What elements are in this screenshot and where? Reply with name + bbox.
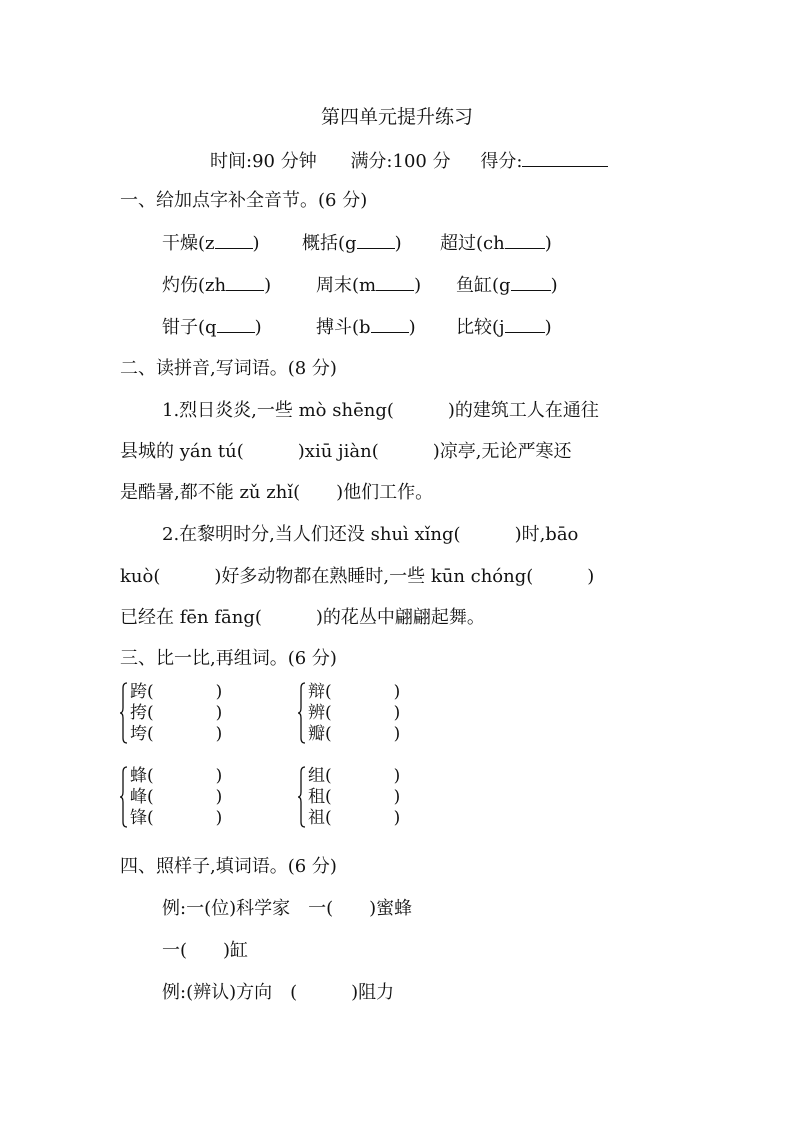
compare-char: 峰 [130,787,147,807]
paren-close: ) [394,233,402,254]
s2-line-2: 县城的 yán tú( )xiū jiàn( )凉亭,无论严寒还 [120,441,572,462]
compare-char: 瓣 [308,724,325,744]
compare-char: 垮 [130,724,147,744]
pinyin-hint: g [499,275,511,296]
compare-row [308,766,405,787]
compare-char: 锋 [130,808,147,828]
compare-row [308,703,405,724]
pinyin-hint: j [499,317,505,338]
pinyin-blank[interactable] [217,314,255,333]
word-blank[interactable]: ( ) [325,703,401,723]
section-3-heading: 三、比一比,再组词。(6 分) [120,648,337,669]
pinyin-blank[interactable] [511,272,551,291]
pinyin-blank[interactable] [505,314,545,333]
paren-open: ( [352,317,360,338]
section-2-heading: 二、读拼音,写词语。(8 分) [120,358,337,379]
pinyin-blank[interactable] [376,272,414,291]
paren-close: ) [252,233,260,254]
word-blank[interactable]: ( ) [147,787,223,807]
pinyin-hint: ch [483,233,505,254]
compare-row [308,724,405,745]
pinyin-word: 干燥 [162,233,198,254]
section-1-heading: 一、给加点字补全音节。(6 分) [120,190,368,211]
pinyin-word: 搏斗 [316,317,352,338]
compare-row [130,787,227,808]
pinyin-hint: z [205,233,215,254]
pinyin-item [456,314,552,341]
paren-close: ) [544,317,552,338]
score-blank[interactable] [522,146,608,167]
s2-line-1: 1.烈日炎炎,一些 mò shēng( )的建筑工人在通往 [162,400,599,421]
paren-open: ( [492,275,500,296]
paren-close: ) [264,275,272,296]
s2-line-3: 是酷暑,都不能 zǔ zhǐ( )他们工作。 [120,482,434,503]
compare-char: 辩 [308,682,325,702]
time-limit: 时间:90 分钟 [210,151,317,172]
word-blank[interactable]: ( ) [147,724,223,744]
pinyin-item [162,272,271,299]
compare-char: 租 [308,787,325,807]
paren-open: ( [198,317,206,338]
compare-char: 跨 [130,682,147,702]
paren-close: ) [254,317,262,338]
pinyin-word: 比较 [456,317,492,338]
pinyin-word: 鱼缸 [456,275,492,296]
s2-line-4: 2.在黎明时分,当人们还没 shuì xǐng( )时,bāo [162,524,579,545]
paren-close: ) [544,233,552,254]
pinyin-item [456,272,558,299]
section-4-heading: 四、照样子,填词语。(6 分) [120,856,337,877]
pinyin-hint: zh [205,275,227,296]
pinyin-hint: m [359,275,377,296]
compare-row [130,808,227,829]
brace-icon [120,682,128,744]
pinyin-blank[interactable] [226,272,264,291]
word-blank[interactable]: ( ) [147,766,223,786]
full-score: 满分:100 分 [350,151,451,172]
pinyin-item [440,230,552,257]
pinyin-blank[interactable] [215,230,253,249]
exam-meta [210,146,608,175]
pinyin-hint: q [205,317,217,338]
compare-row [308,682,405,703]
s2-line-6: 已经在 fēn fāng( )的花丛中翩翩起舞。 [120,607,485,628]
compare-row [308,808,405,829]
pinyin-hint: b [359,317,371,338]
score-label: 得分: [480,151,523,172]
compare-char: 祖 [308,808,325,828]
pinyin-word: 钳子 [162,317,198,338]
word-blank[interactable]: ( ) [325,682,401,702]
word-blank[interactable]: ( ) [147,808,223,828]
page-title: 第四单元提升练习 [320,106,473,128]
word-blank[interactable]: ( ) [325,787,401,807]
paren-open: ( [352,275,360,296]
s4-line-2: 一( )缸 [162,940,249,961]
compare-row [308,787,405,808]
paren-close: ) [550,275,558,296]
paren-close: ) [408,317,416,338]
paren-open: ( [198,233,206,254]
paren-close: ) [414,275,422,296]
paren-open: ( [198,275,206,296]
pinyin-word: 灼伤 [162,275,198,296]
s4-line-1: 例:一(位)科学家 一( )蜜蜂 [162,898,413,919]
word-blank[interactable]: ( ) [325,724,401,744]
brace-icon [298,682,306,744]
paren-open: ( [492,317,500,338]
s4-line-3: 例:(辨认)方向 ( )阻力 [162,982,395,1003]
pinyin-item [162,314,262,341]
compare-char: 蜂 [130,766,147,786]
pinyin-blank[interactable] [371,314,409,333]
compare-char: 辨 [308,703,325,723]
pinyin-blank[interactable] [505,230,545,249]
compare-char: 挎 [130,703,147,723]
pinyin-hint: g [345,233,357,254]
s2-line-5: kuò( )好多动物都在熟睡时,一些 kūn chóng( ) [120,566,595,587]
compare-row [130,724,227,745]
word-blank[interactable]: ( ) [147,682,223,702]
pinyin-item [302,230,402,257]
pinyin-item [316,272,421,299]
pinyin-word: 周末 [316,275,352,296]
compare-char: 组 [308,766,325,786]
word-blank[interactable]: ( ) [325,808,401,828]
word-blank[interactable]: ( ) [147,703,223,723]
compare-row [130,703,227,724]
paren-open: ( [338,233,346,254]
word-blank[interactable]: ( ) [325,766,401,786]
paren-open: ( [476,233,484,254]
pinyin-word: 概括 [302,233,338,254]
pinyin-word: 超过 [440,233,476,254]
compare-row [130,682,227,703]
pinyin-item [316,314,416,341]
brace-icon [298,766,306,828]
pinyin-item [162,230,260,257]
brace-icon [120,766,128,828]
pinyin-blank[interactable] [357,230,395,249]
compare-row [130,766,227,787]
